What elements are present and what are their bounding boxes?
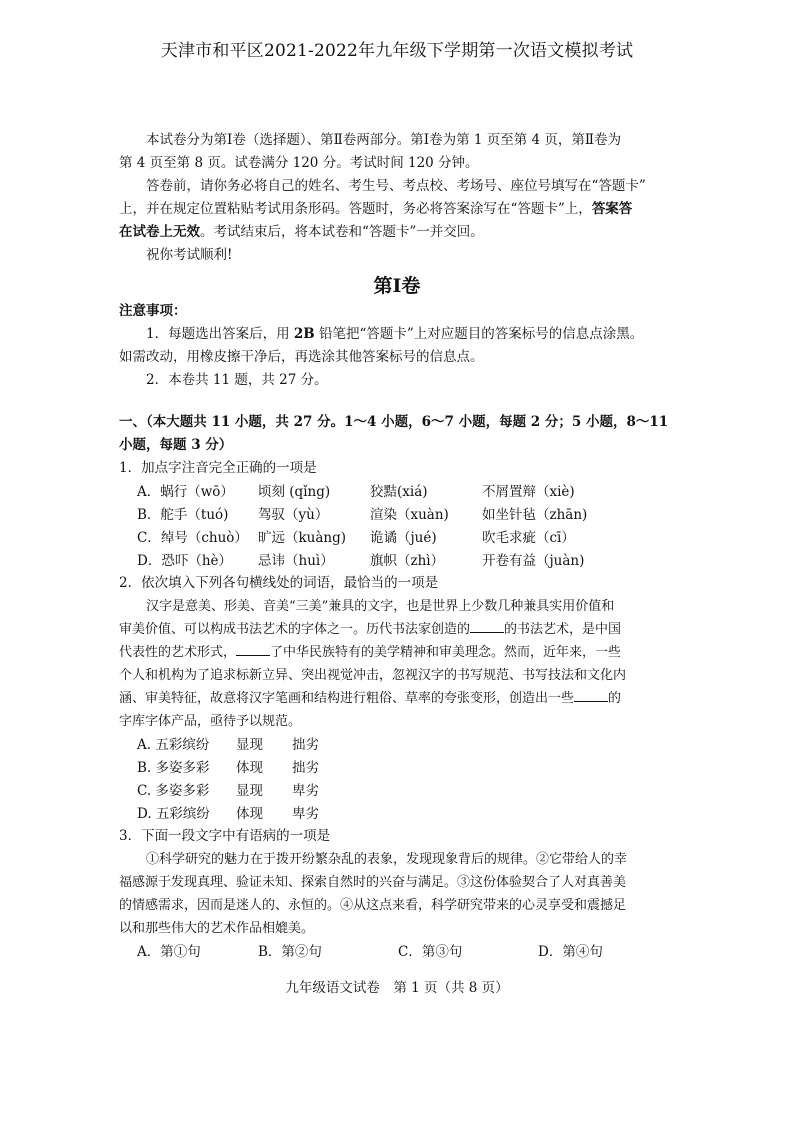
volume-title: 第Ⅰ卷	[373, 275, 421, 297]
q2-option-d: D. 五彩缤纷	[137, 806, 210, 822]
q2-option-a: A. 五彩缤纷	[137, 737, 210, 753]
q1-option-c-word2: 旷远（kuàng)	[258, 530, 347, 546]
q2-option-c: C. 多姿多彩	[137, 783, 210, 799]
q2-blank-1	[470, 618, 504, 633]
q1-option-b: B．舵手（tuó)	[137, 507, 229, 523]
q3-passage-line3: 的情感需求，因而是迷人的、永恒的。④从这点来看，科学研究带来的心灵享受和震撼足	[119, 898, 627, 913]
q3-option-a: A．第①句	[137, 944, 201, 960]
q2-option-c-word2: 显现	[236, 783, 263, 799]
q2-passage-line5	[119, 687, 621, 710]
q2-option-c-word3: 卑劣	[292, 783, 319, 799]
intro-p2-line3-text: 。考试结束后，将本试卷和“答题卡”一并交回。	[200, 224, 484, 240]
q1-option-c-word3: 诡谲（jué)	[370, 530, 437, 546]
q1-option-a-word2: 顷刻 (qǐng)	[258, 484, 331, 500]
intro-p2-line1: 答卷前，请你务必将自己的姓名、考生号、考点校、考场号、座位号填写在“答题卡”	[146, 178, 646, 194]
exam-title: 天津市和平区2021-2022年九年级下学期第一次语文模拟考试	[160, 41, 634, 61]
q3-option-b: B．第②句	[258, 944, 322, 960]
intro-p1-line1: 本试卷分为第Ⅰ卷（选择题）、第Ⅱ卷两部分。第Ⅰ卷为第 1 页至第 4 页，第Ⅱ卷为	[146, 132, 622, 148]
note-1-text-c: 铅笔把“答题卡”上对应题目的答案标号的信息点涂黑。	[314, 326, 644, 342]
q3-passage-line4: 以和那些伟大的艺术作品相媲美。	[119, 921, 315, 936]
q2-passage-line3-a: 代表性的艺术形式，	[119, 645, 237, 660]
q1-option-c-word4: 吹毛求疵（cī）	[482, 530, 575, 546]
note-1-line1	[146, 323, 643, 346]
page-footer: 九年级语文试卷 第 1 页（共 8 页）	[285, 980, 509, 996]
q2-option-a-word2: 显现	[236, 737, 263, 753]
note-1-text-a: 1．每题选出答案后，用	[146, 326, 294, 342]
notes-heading: 注意事项：	[119, 303, 187, 319]
q2-passage-line6: 字库字体产品，亟待予以规范。	[119, 714, 302, 729]
note-2: 2．本卷共 11 题，共 27 分。	[146, 372, 328, 388]
q1-option-b-word3: 渲染（xuàn)	[370, 507, 449, 523]
q2-option-b: B. 多姿多彩	[137, 760, 210, 776]
q3-passage-line1: ①科学研究的魅力在于拨开纷繁杂乱的表象，发现现象背后的规律。②它带给人的幸	[146, 852, 628, 867]
q3-option-d: D．第④句	[538, 944, 603, 960]
q2-passage-line1: 汉字是意美、形美、音美“三美”兼具的文字，也是世界上少数几种兼具实用价值和	[146, 599, 615, 614]
q1-option-d: D．恐吓（hè）	[137, 553, 233, 569]
q1-option-b-word4: 如坐针毡（zhān)	[482, 507, 588, 523]
q1-option-c: C．绰号（chuò）	[137, 530, 248, 546]
q2-option-b-word3: 拙劣	[292, 760, 319, 776]
q3-passage-line2: 福感源于发现真理、验证未知、探索自然时的兴奋与满足。③这份体验契合了人对真善美	[119, 875, 627, 890]
q2-passage-line3	[119, 641, 621, 664]
note-1-pencil: 2B	[293, 326, 315, 342]
q3-stem: 3．下面一段文字中有语病的一项是	[119, 828, 331, 844]
q1-option-a-word4: 不屑置辩（xiè)	[482, 484, 575, 500]
q1-option-d-word4: 开卷有益（juàn)	[482, 553, 585, 569]
q2-stem: 2．依次填入下列各句横线处的词语，最恰当的一项是	[119, 575, 439, 591]
q1-stem: 1．加点字注音完全正确的一项是	[119, 460, 317, 476]
note-1-line2: 如需改动，用橡皮擦干净后，再选涂其他答案标号的信息点。	[119, 349, 484, 365]
intro-p1-line2: 第 4 页至第 8 页。试卷满分 120 分。考试时间 120 分钟。	[119, 155, 479, 171]
q3-option-c: C．第③句	[398, 944, 463, 960]
q2-option-a-word3: 拙劣	[292, 737, 319, 753]
q1-option-b-word2: 驾驭（yù）	[258, 507, 329, 523]
q2-option-b-word2: 体现	[236, 760, 263, 776]
q2-passage-line3-b: 了中华民族特有的美学精神和审美理念。然而，近年来，一些	[270, 645, 622, 660]
q2-option-d-word3: 卑劣	[292, 806, 319, 822]
intro-p2-line2-bold: 答案答	[591, 201, 633, 217]
q2-passage-line2	[119, 618, 621, 641]
q2-passage-line5-b: 的	[608, 691, 622, 706]
intro-p2-line2-text: 上，并在规定位置粘贴考试用条形码。答题时，务必将答案涂写在“答题卡”上，	[119, 201, 592, 217]
q2-passage-line4: 个人和机构为了追求标新立异、突出视觉冲击，忽视汉字的书写规范、书写技法和文化内	[119, 668, 627, 683]
q2-option-d-word2: 体现	[236, 806, 263, 822]
intro-p2-line3-bold: 在试卷上无效	[119, 224, 200, 240]
q1-option-d-word3: 旗帜（zhì）	[370, 553, 445, 569]
q2-blank-3	[574, 687, 608, 702]
q2-passage-line2-b: 的书法艺术，是中国	[504, 622, 622, 637]
q2-passage-line5-a: 涵、审美特征，故意将汉字笔画和结构进行粗俗、草率的夸张变形，创造出一些	[119, 691, 575, 706]
q2-passage-line2-a: 审美价值、可以构成书法艺术的字体之一。历代书法家创造的	[119, 622, 471, 637]
q1-option-d-word2: 忌讳（huì）	[258, 553, 334, 569]
q2-blank-2	[236, 641, 270, 656]
intro-p2-line3	[119, 221, 484, 244]
section-heading-line2: 小题，每题 3 分）	[119, 437, 233, 453]
intro-p2-line2	[119, 198, 632, 221]
intro-wish: 祝你考试顺利!	[146, 247, 233, 263]
q1-option-a-word3: 狡黠(xiá)	[370, 484, 428, 500]
section-heading-line1: 一、（本大题共 11 小题，共 27 分。1～4 小题，6～7 小题，每题 2 分；5 小题，8～11	[119, 414, 669, 430]
q1-option-a: A．蜗行（wō）	[137, 484, 234, 500]
